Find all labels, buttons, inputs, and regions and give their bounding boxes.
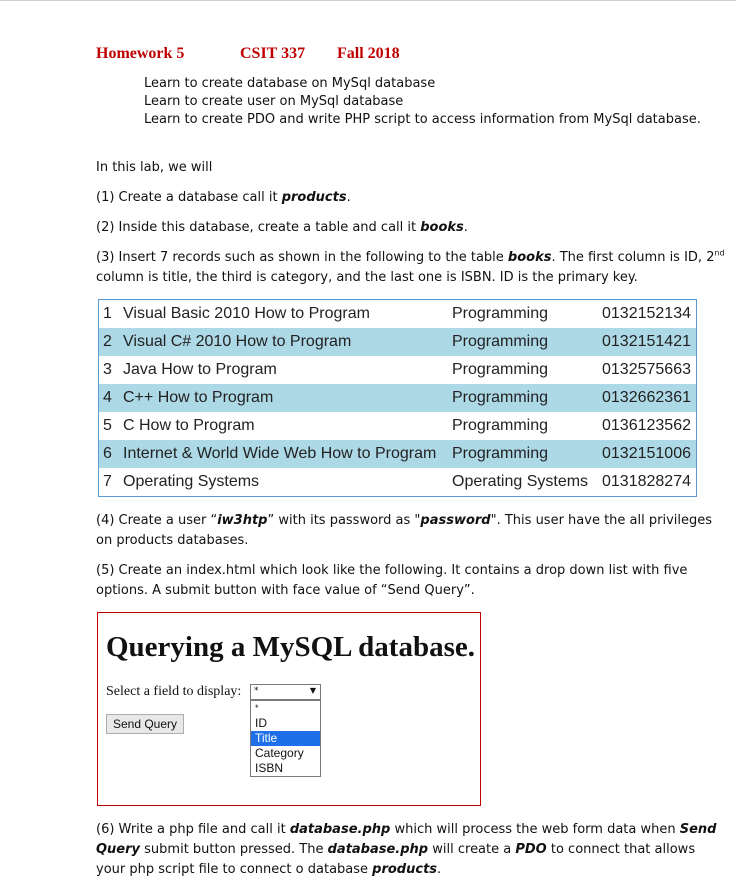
book-title-cell: Java How to Program — [123, 361, 277, 378]
step-3-text-a: . The first column is ID, 2 — [551, 250, 715, 265]
book-id-cell: 7 — [103, 473, 112, 490]
step-6-text-i: to connect that allows your php script file to connect o database — [96, 842, 696, 877]
field-select[interactable] — [250, 684, 321, 700]
book-title-cell: Internet & World Wide Web How to Program — [123, 445, 437, 462]
book-category-cell: Programming — [452, 361, 549, 378]
book-id-cell: 4 — [103, 389, 112, 406]
step-2 — [96, 218, 726, 238]
step-1-end: . — [346, 190, 351, 205]
step-3-table-name: books — [507, 250, 552, 265]
chevron-down-icon: ▼ — [309, 686, 316, 695]
table-row — [99, 300, 697, 329]
table-row — [99, 384, 697, 412]
book-category-cell: Programming — [452, 389, 549, 406]
step-4-text-end: ". This user have the all privileges on products databases. — [96, 513, 713, 548]
table-row — [99, 356, 697, 384]
books-table — [98, 299, 697, 497]
field-select-label: Select a field to display: — [106, 684, 242, 699]
step-3-superscript: nd — [714, 248, 725, 258]
step-6-text-a: (6) Write a php file and call it — [96, 822, 290, 837]
step-6-db-name: products — [372, 862, 438, 877]
book-isbn-cell: 0132151006 — [602, 445, 691, 462]
table-row — [99, 328, 697, 356]
book-id-cell: 5 — [103, 417, 112, 434]
step-6-text-c: which will process the web form data when — [390, 822, 680, 837]
goal-1: Learn to create database on MySql database — [144, 76, 436, 91]
step-6 — [96, 820, 726, 880]
dropdown-option[interactable]: ID — [255, 716, 267, 730]
book-id-cell: 2 — [103, 333, 112, 350]
goal-3: Learn to create PDO and write PHP script to access information from MySql database. — [144, 112, 701, 127]
step-6-button-name: Send Query — [96, 822, 717, 857]
books-table-body — [99, 300, 697, 497]
page-top-rule — [0, 0, 736, 1]
term-label: Fall 2018 — [337, 45, 400, 62]
step-4-password: password — [420, 513, 491, 528]
field-select-value: * — [254, 686, 259, 696]
step-6-text-g: will create a — [428, 842, 516, 857]
book-isbn-cell: 0132152134 — [602, 305, 691, 322]
homework-label: Homework 5 — [96, 45, 185, 62]
course-label: CSIT 337 — [240, 45, 306, 62]
book-title-cell: Visual C# 2010 How to Program — [123, 333, 352, 350]
book-isbn-cell: 0132662361 — [602, 389, 691, 406]
step-6-filename-2: database.php — [327, 842, 429, 857]
table-row — [99, 440, 697, 468]
book-title-cell: Operating Systems — [123, 473, 260, 490]
book-isbn-cell: 0136123562 — [602, 417, 691, 434]
step-1-db-name: products — [281, 190, 347, 205]
book-id-cell: 3 — [103, 361, 112, 378]
dropdown-option[interactable]: Title — [251, 731, 320, 746]
step-1-text: (1) Create a database call it — [96, 190, 282, 205]
step-6-text-e: submit button pressed. The — [140, 842, 328, 857]
step-4-text-mid: ” with its password as " — [267, 513, 421, 528]
dropdown-option[interactable]: Category — [255, 746, 304, 760]
book-id-cell: 1 — [103, 305, 112, 322]
form-title: Querying a MySQL database. — [106, 631, 475, 663]
book-title-cell: C++ How to Program — [123, 389, 274, 406]
table-row — [99, 412, 697, 440]
book-category-cell: Programming — [452, 417, 549, 434]
dropdown-option[interactable]: * — [255, 703, 259, 713]
book-isbn-cell: 0132151421 — [602, 333, 691, 350]
book-id-cell: 6 — [103, 445, 112, 462]
step-2-end: . — [463, 220, 468, 235]
step-3-text: (3) Insert 7 records such as shown in the following to the table — [96, 250, 508, 265]
book-isbn-cell: 0131828274 — [602, 473, 691, 490]
step-6-filename: database.php — [289, 822, 391, 837]
step-2-table-name: books — [420, 220, 464, 235]
table-row — [99, 468, 697, 497]
step-6-text-k: . — [437, 862, 442, 877]
field-select-dropdown — [250, 700, 321, 777]
step-6-pdo: PDO — [515, 842, 547, 857]
dropdown-option[interactable]: ISBN — [255, 761, 284, 775]
query-form-example — [97, 612, 481, 806]
step-4-text: (4) Create a user “ — [96, 513, 218, 528]
step-4 — [96, 511, 726, 551]
book-category-cell: Programming — [452, 445, 549, 462]
step-3 — [96, 248, 726, 288]
step-4-username: iw3htp — [217, 513, 268, 528]
book-category-cell: Operating Systems — [452, 473, 589, 490]
goal-2: Learn to create user on MySql database — [144, 94, 404, 109]
step-3-text-b: column is title, the third is category, and the last one is ISBN. ID is the primary key. — [96, 270, 638, 285]
step-1 — [96, 188, 726, 208]
step-5: (5) Create an index.html which look like the following. It contains a drop down list with five options. A submit button with face value of “Send Query”. — [96, 563, 688, 598]
book-title-cell: Visual Basic 2010 How to Program — [123, 305, 370, 322]
intro-text: In this lab, we will — [96, 160, 213, 175]
step-2-text: (2) Inside this database, create a table and call it — [96, 220, 421, 235]
send-query-button[interactable]: Send Query — [106, 714, 184, 734]
book-category-cell: Programming — [452, 305, 549, 322]
book-category-cell: Programming — [452, 333, 549, 350]
book-isbn-cell: 0132575663 — [602, 361, 691, 378]
book-title-cell: C How to Program — [123, 417, 255, 434]
